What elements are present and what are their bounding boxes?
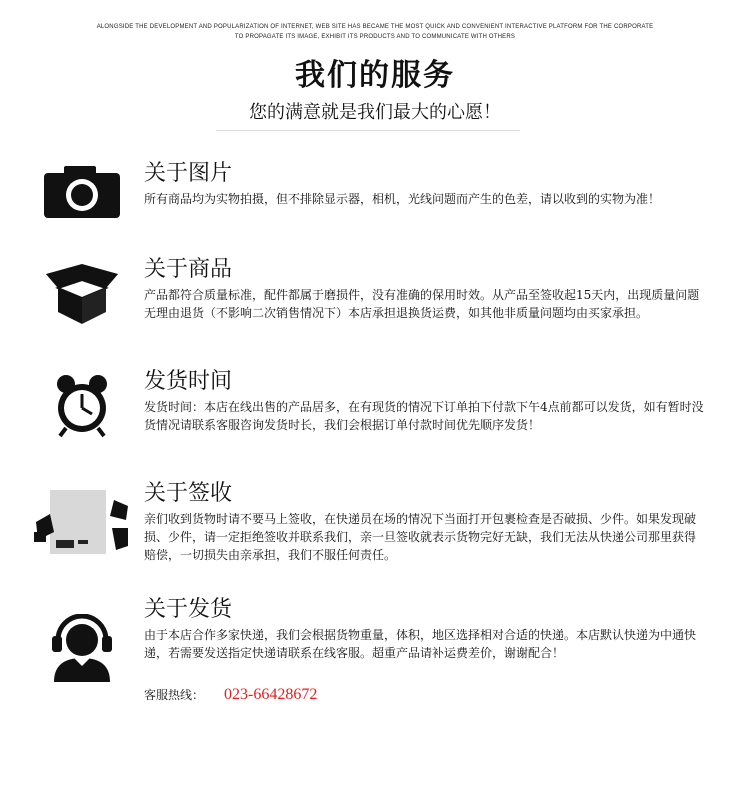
banner-line-1: ALONGSIDE THE DEVELOPMENT AND POPULARIZATION OF INTERNET, WEB SITE HAS BECAME THE MOST QUICK AND CONVENIENT INTERACTIVE PLATFORM FOR THE CORPORATE xyxy=(96,24,654,30)
header-divider xyxy=(216,130,520,131)
section-shipping-time xyxy=(0,364,750,464)
section-heading: 发货时间 xyxy=(144,369,233,394)
section-body: 由于本店合作多家快递，我们会根据货物重量，体积，地区选择相对合适的快递。本店默认快递为中通快递，若需要发送指定快递请联系在线客服。超重产品请补运费差价，谢谢配合！ xyxy=(144,628,697,660)
section-delivery xyxy=(0,592,750,692)
section-body: 所有商品均为实物拍摄，但不排除显示器，相机，光线问题而产生的色差，请以收到的实物为准！ xyxy=(144,192,661,206)
section-heading: 关于商品 xyxy=(144,257,233,282)
section-photos xyxy=(0,156,750,236)
package-handover-icon xyxy=(34,488,130,560)
section-receipt xyxy=(0,476,750,576)
page-title: 我们的服务 xyxy=(295,58,455,93)
section-heading: 关于图片 xyxy=(144,161,233,186)
section-products xyxy=(0,252,750,352)
section-body: 亲们收到货物时请不要马上签收，在快递员在场的情况下当面打开包裹检查是否破损、少件。如果发现破损、少件，请一定拒绝签收并联系我们，亲一旦签收就表示货物完好无缺，我们无法从快递公司那里获得赔偿，一切损失由亲承担，我们不服任何责任。 xyxy=(144,512,697,562)
headset-agent-icon xyxy=(48,614,116,686)
banner-text xyxy=(0,22,750,42)
section-heading: 关于发货 xyxy=(144,597,233,622)
hotline-label: 客服热线： xyxy=(144,688,205,702)
customer-hotline xyxy=(144,686,317,704)
section-body: 发货时间：本店在线出售的产品居多，在有现货的情况下订单拍下付款下午4点前都可以发货，如有暂时没货情况请联系客服咨询发货时长，我们会根据订单付款时间优先顺序发货！ xyxy=(144,400,704,432)
page-subtitle: 您的满意就是我们最大的心愿！ xyxy=(249,102,501,123)
open-box-icon xyxy=(42,262,122,328)
hotline-number[interactable]: 023-66428672 xyxy=(224,686,318,703)
section-heading: 关于签收 xyxy=(144,481,233,506)
section-body: 产品都符合质量标准，配件都属于磨损件，没有准确的保用时效。从产品至签收起15天内，出现质量问题无理由退货（不影响二次销售情况下）本店承担退换货运费，如其他非质量问题均由买家承担。 xyxy=(144,288,700,320)
camera-icon xyxy=(44,166,120,222)
alarm-clock-icon xyxy=(54,374,110,442)
banner-line-2: TO PROPAGATE ITS IMAGE, EXHIBIT ITS PRODUCTS AND TO COMMUNICATE WITH OTHERS xyxy=(234,34,516,40)
